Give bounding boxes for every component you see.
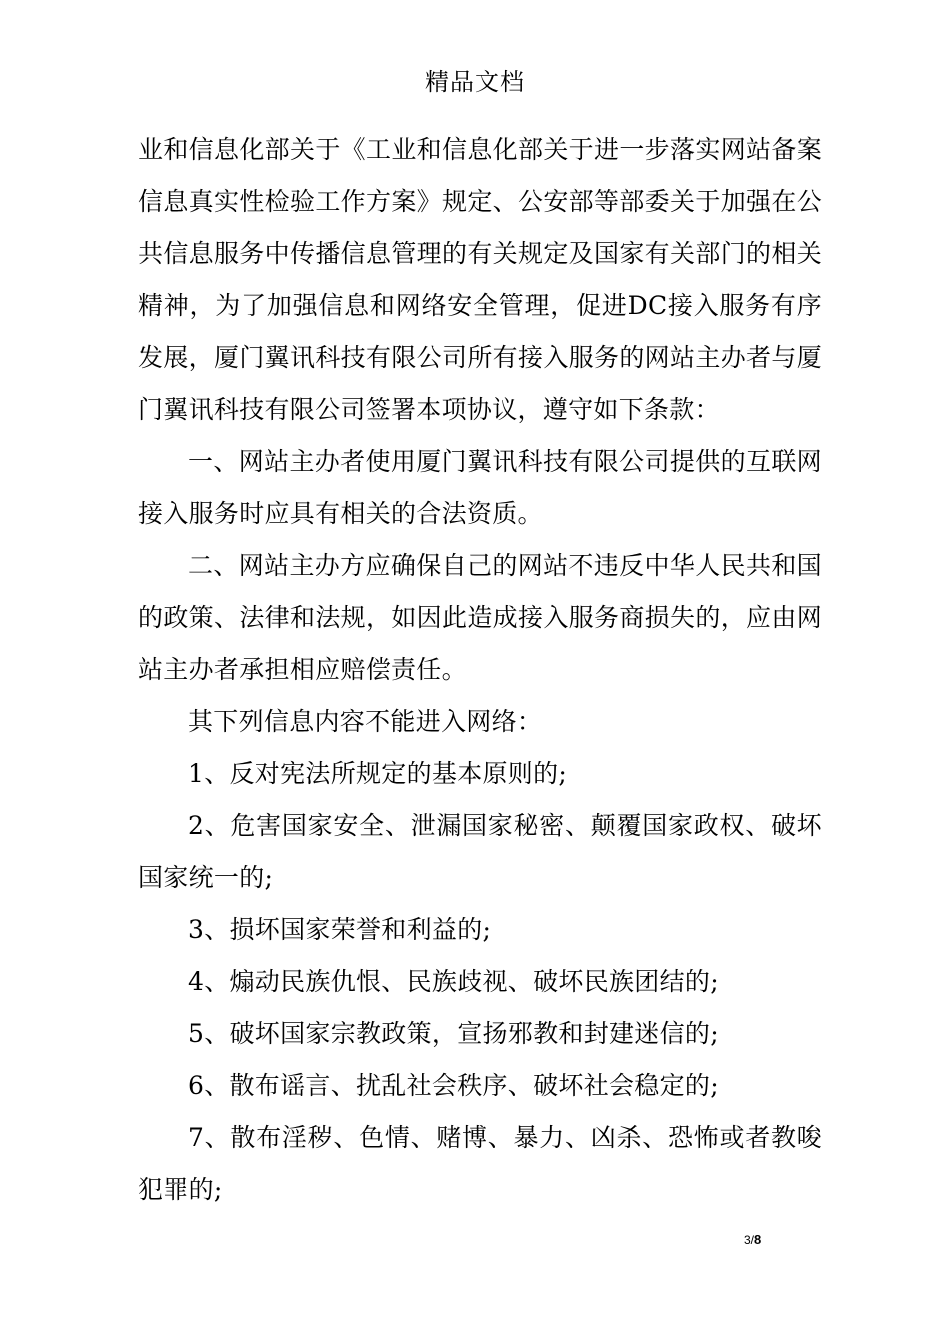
paragraph-clause-2: 二、网站主办方应确保自己的网站不违反中华人民共和国的政策、法律和法规，如因此造成接入服务商损失的，应由网站主办者承担相应赔偿责任。	[138, 551, 822, 684]
paragraph-list-intro: 其下列信息内容不能进入网络：	[188, 707, 543, 736]
paragraph-intro: 业和信息化部关于《工业和信息化部关于进一步落实网站备案信息真实性检验工作方案》规定、公安部等部委关于加强在公共信息服务中传播信息管理的有关规定及国家有关部门的相关精神，为了加强信息和网络安全管理，促进DC接入服务有序发展，厦门翼讯科技有限公司所有接入服务的网站主办者与厦门翼讯科技有限公司签署本项协议，遵守如下条款：	[138, 135, 822, 424]
list-item-7: 7、散布淫秽、色情、赌博、暴力、凶杀、恐怖或者教唆犯罪的;	[138, 1123, 822, 1204]
page-header-title: 精品文档	[425, 68, 525, 96]
page-number-total: 8	[754, 1232, 762, 1247]
list-item-3: 3、损坏国家荣誉和利益的;	[188, 915, 492, 944]
list-item-6: 6、散布谣言、扰乱社会秩序、破坏社会稳定的;	[188, 1071, 719, 1100]
page-number-current: 3/	[744, 1233, 755, 1247]
list-item-1: 1、反对宪法所规定的基本原则的;	[188, 759, 568, 788]
paragraph-clause-1: 一、网站主办者使用厦门翼讯科技有限公司提供的互联网接入服务时应具有相关的合法资质。	[138, 447, 822, 528]
list-item-4: 4、煽动民族仇恨、民族歧视、破坏民族团结的;	[188, 967, 719, 996]
document-body	[138, 124, 822, 1216]
list-item-5: 5、破坏国家宗教政策，宣扬邪教和封建迷信的;	[188, 1019, 719, 1048]
list-item-2: 2、危害国家安全、泄漏国家秘密、颠覆国家政权、破坏国家统一的;	[138, 811, 822, 892]
page-number	[744, 1232, 761, 1248]
